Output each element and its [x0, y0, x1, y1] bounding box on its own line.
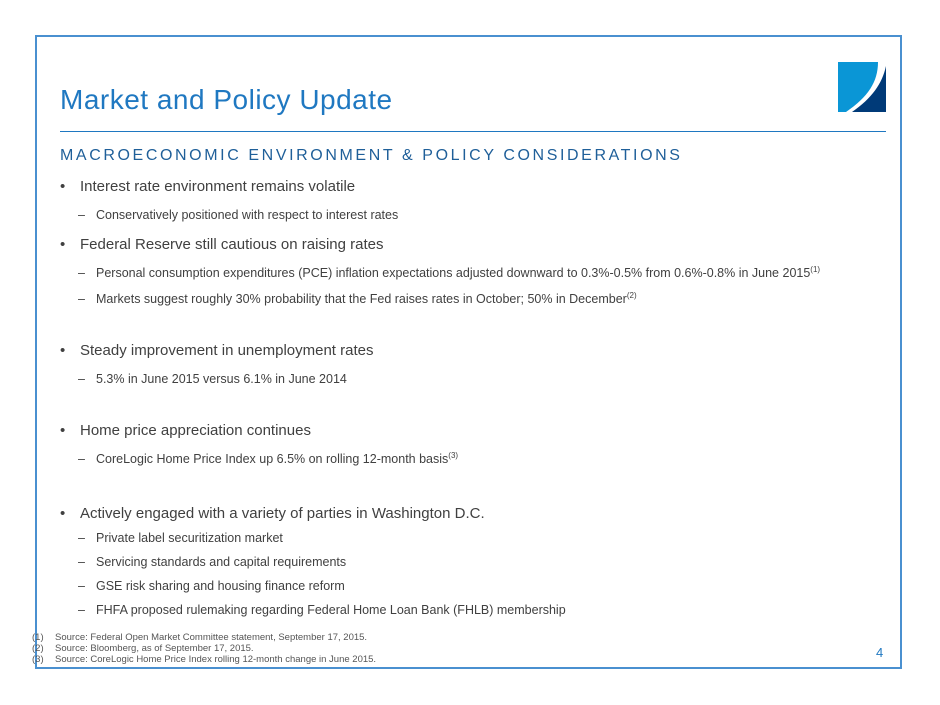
- footnote: [32, 654, 376, 665]
- sub-bullet-item: [78, 578, 345, 593]
- page-number: 4: [876, 645, 884, 660]
- footnote: [32, 643, 254, 654]
- bullet-text: Federal Reserve still cautious on raising rates: [80, 236, 384, 253]
- sub-bullet-text: Servicing standards and capital requirements: [96, 555, 347, 570]
- dash-glyph: –: [78, 292, 85, 307]
- sub-bullet-item: [78, 530, 283, 545]
- dash-glyph: –: [78, 531, 85, 546]
- sub-bullet-text: Private label securitization market: [96, 531, 283, 546]
- footnote-ref: (1): [810, 265, 821, 274]
- sub-bullet-text: CoreLogic Home Price Index up 6.5% on rolling 12-month basis: [96, 452, 449, 467]
- footnote-text: Source: Bloomberg, as of September 17, 2015.: [55, 643, 254, 654]
- bullet-item: [60, 505, 485, 522]
- sub-bullet-item: [78, 265, 820, 280]
- sub-bullet-text: 5.3% in June 2015 versus 6.1% in June 2014: [96, 372, 347, 387]
- footnote-number: (1): [32, 632, 44, 643]
- sub-bullet-text: Personal consumption expenditures (PCE) inflation expectations adjusted downward to 0.3%-0.5% from 0.6%-0.8% in June 2015: [96, 266, 811, 281]
- sub-bullet-text: Markets suggest roughly 30% probability that the Fed raises rates in October; 50% in December: [96, 292, 627, 307]
- bullet-item: [60, 342, 373, 359]
- dash-glyph: –: [78, 555, 85, 570]
- sub-bullet-item: [78, 554, 346, 569]
- dash-glyph: –: [78, 372, 85, 387]
- dash-glyph: –: [78, 452, 85, 467]
- sub-bullet-item: [78, 207, 398, 222]
- bullet-item: [60, 236, 383, 253]
- sub-bullet-item: [78, 602, 566, 617]
- dash-glyph: –: [78, 603, 85, 618]
- footnote-ref: (3): [448, 451, 459, 460]
- bullet-text: Home price appreciation continues: [80, 422, 311, 439]
- footnote-number: (2): [32, 643, 44, 654]
- slide-title: Market and Policy Update: [60, 84, 393, 115]
- footnote-number: (3): [32, 654, 44, 665]
- footnote-text: Source: CoreLogic Home Price Index rolling 12-month change in June 2015.: [55, 654, 377, 665]
- bullet-glyph: •: [60, 342, 66, 359]
- bullet-glyph: •: [60, 178, 66, 195]
- sub-bullet-item: [78, 451, 458, 466]
- sub-bullet-text: GSE risk sharing and housing finance reform: [96, 579, 345, 594]
- sub-bullet-text: Conservatively positioned with respect to interest rates: [96, 208, 399, 223]
- bullet-item: [60, 178, 355, 195]
- bullet-item: [60, 422, 311, 439]
- bullet-text: Interest rate environment remains volatile: [80, 178, 356, 195]
- bullet-text: Steady improvement in unemployment rates: [80, 342, 374, 359]
- dash-glyph: –: [78, 208, 85, 223]
- sub-bullet-text: FHFA proposed rulemaking regarding Federal Home Loan Bank (FHLB) membership: [96, 603, 566, 618]
- bullet-text: Actively engaged with a variety of parties in Washington D.C.: [80, 505, 485, 522]
- footnote-ref: (2): [626, 291, 637, 300]
- footnote: [32, 632, 367, 643]
- bullet-glyph: •: [60, 505, 66, 522]
- bullet-glyph: •: [60, 236, 66, 253]
- sub-bullet-item: [78, 371, 347, 386]
- bullet-glyph: •: [60, 422, 66, 439]
- title-divider: [60, 131, 886, 132]
- section-heading: MACROECONOMIC ENVIRONMENT & POLICY CONSIDERATIONS: [60, 147, 683, 164]
- company-logo-icon: [838, 62, 886, 112]
- sub-bullet-item: [78, 291, 637, 306]
- footnote-text: Source: Federal Open Market Committee statement, September 17, 2015.: [55, 632, 368, 643]
- dash-glyph: –: [78, 579, 85, 594]
- dash-glyph: –: [78, 266, 85, 281]
